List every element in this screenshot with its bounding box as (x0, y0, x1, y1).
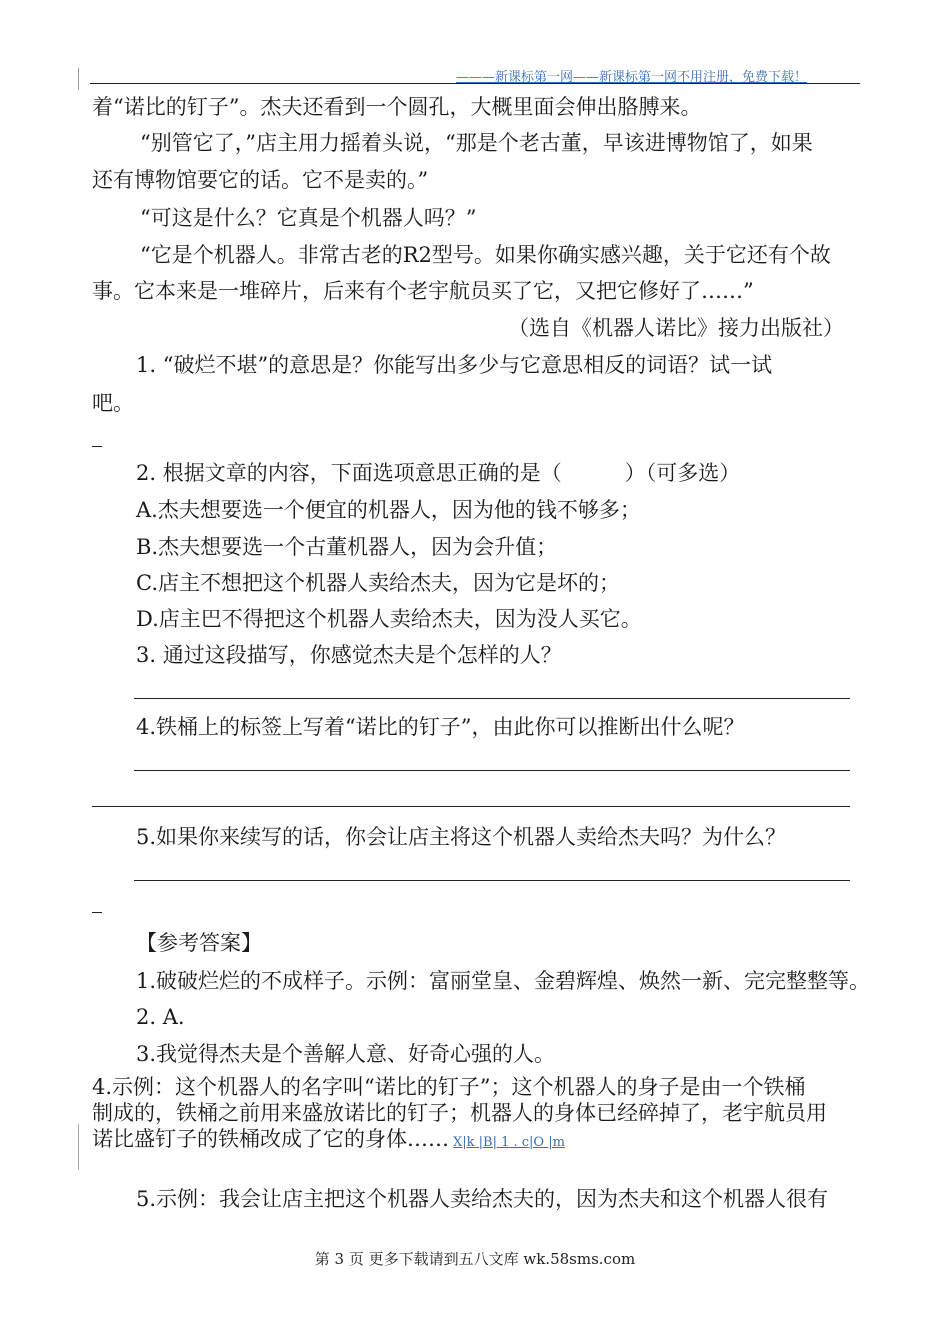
answer-blank-dash (92, 446, 102, 447)
answer-1: 1.破破烂烂的不成样子。示例：富丽堂皇、金碧辉煌、焕然一新、完完整整等。 (136, 969, 871, 993)
question-2: 2. 根据文章的内容，下面选项意思正确的是（ ）（可多选） (136, 461, 741, 485)
answer-line-q3 (134, 698, 850, 699)
story-line-4: “可这是什么？它真是个机器人吗？” (140, 206, 477, 230)
answer-4-line-1: 4.示例：这个机器人的名字叫“诺比的钉子”；这个机器人的身子是由一个铁桶 (92, 1075, 806, 1099)
header-margin-tick (78, 68, 79, 90)
margin-tick (78, 1124, 79, 1170)
header-rule (90, 83, 860, 84)
story-line-6: 事。它本来是一堆碎片，后来有个老宇航员买了它，又把它修好了……” (92, 279, 754, 303)
story-line-2: “别管它了，”店主用力摇着头说，“那是个老古董，早该进博物馆了，如果 (140, 131, 813, 155)
answer-4-line-2: 制成的，铁桶之前用来盛放诺比的钉子；机器人的身体已经碎掉了，老宇航员用 (92, 1101, 827, 1125)
answers-heading: 【参考答案】 (136, 931, 262, 955)
question-3: 3. 通过这段描写，你感觉杰夫是个怎样的人？ (136, 643, 562, 667)
answer-blank-dash-2 (92, 912, 102, 913)
story-line-5: “它是个机器人。非常古老的R2型号。如果你确实感兴趣，关于它还有个故 (140, 243, 831, 267)
question-1-line-2: 吧。 (92, 391, 134, 415)
answer-line-q4-2 (92, 806, 850, 807)
watermark-link[interactable]: X|k |B| 1 . c|O |m (453, 1135, 565, 1150)
question-5: 5.如果你来续写的话，你会让店主将这个机器人卖给杰夫吗？为什么？ (136, 825, 787, 849)
answer-line-q4-1 (134, 770, 850, 771)
header-link[interactable]: ———新课标第一网——新课标第一网不用注册，免费下载！ (456, 70, 808, 85)
answer-4-line-3 (92, 1126, 565, 1156)
answer-4-line-3-text: 诺比盛钉子的铁桶改成了它的身体…… (92, 1127, 449, 1151)
question-2-option-b: B.杰夫想要选一个古董机器人，因为会升值； (136, 535, 558, 559)
page-footer: 第 3 页 更多下载请到五八文库 wk.58sms.com (314, 1250, 636, 1268)
answer-line-q5 (134, 880, 850, 881)
question-1-line-1: 1. “破烂不堪”的意思是？你能写出多少与它意思相反的词语？试一试 (136, 353, 773, 377)
answer-3: 3.我觉得杰夫是个善解人意、好奇心强的人。 (136, 1042, 556, 1066)
question-2-option-a: A.杰夫想要选一个便宜的机器人，因为他的钱不够多； (136, 498, 641, 522)
story-line-3: 还有博物馆要它的话。它不是卖的。” (92, 168, 429, 192)
story-line-1: 着“诺比的钉子”。杰夫还看到一个圆孔，大概里面会伸出胳膊来。 (92, 95, 702, 119)
answer-2: 2. A. (136, 1005, 185, 1029)
answer-5: 5.示例：我会让店主把这个机器人卖给杰夫的，因为杰夫和这个机器人很有 (136, 1187, 829, 1211)
question-4: 4.铁桶上的标签上写着“诺比的钉子”，由此你可以推断出什么呢？ (136, 715, 745, 739)
question-2-option-d: D.店主巴不得把这个机器人卖给杰夫，因为没人买它。 (136, 607, 642, 631)
story-source: （选自《机器人诺比》接力出版社） (508, 316, 844, 340)
question-2-option-c: C.店主不想把这个机器人卖给杰夫，因为它是坏的； (136, 571, 620, 595)
